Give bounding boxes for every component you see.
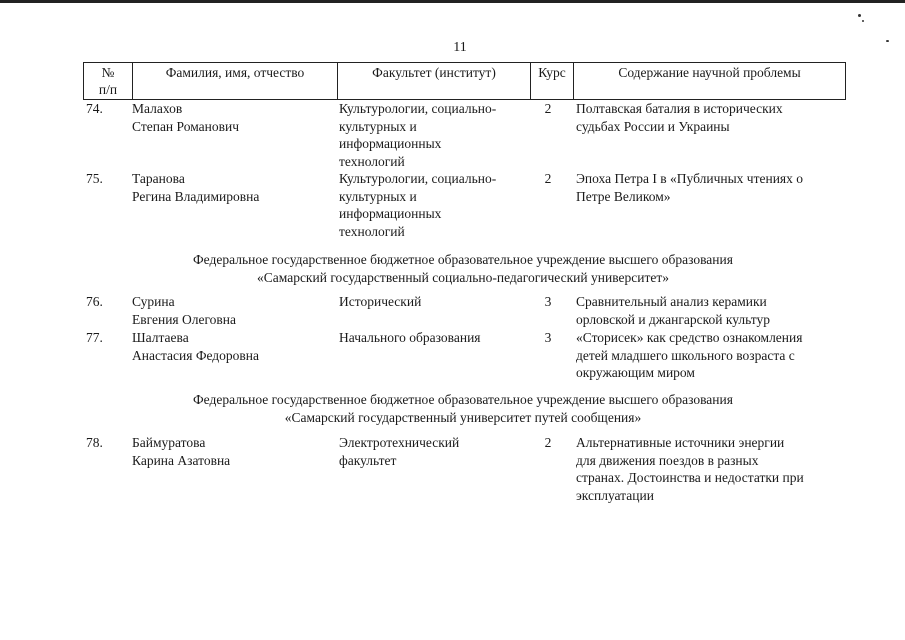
- entry-faculty: [339, 170, 529, 240]
- entry-course: 2: [544, 435, 552, 450]
- institution-heading: [83, 391, 843, 426]
- entry-topic-line: орловской и джангарской культур: [576, 311, 770, 327]
- entry-name-line: Малахов: [132, 101, 183, 116]
- entry-topic-line: Альтернативные источники энергии: [576, 435, 785, 450]
- entry-topic-line: Эпоха Петра I в «Публичных чтениях о: [576, 171, 804, 186]
- entry-topic: [576, 293, 843, 328]
- entry-name-line: Степан Романович: [132, 118, 240, 134]
- entry-number: 75.: [86, 171, 103, 186]
- entry-topic-line: для движения поездов в разных: [576, 452, 759, 468]
- entry-topic: [576, 170, 843, 205]
- entry-course: 2: [544, 171, 552, 186]
- entry-name-line: Баймуратова: [132, 435, 206, 450]
- header-faculty-cell: Факультет (институт): [338, 63, 531, 100]
- entry-name: [132, 434, 332, 469]
- header-number-line: п/п: [98, 82, 118, 97]
- header-number-cell: [84, 63, 133, 100]
- entry-topic: [576, 434, 843, 504]
- entry-topic-line: эксплуатации: [576, 487, 654, 503]
- entry-faculty-line: технологий: [339, 153, 405, 169]
- entry-number: 74.: [86, 101, 103, 116]
- entry-faculty-line: Культурологии, социально-: [339, 101, 497, 116]
- entry-topic-line: Петре Великом»: [576, 188, 671, 204]
- entry-number: 76.: [86, 294, 103, 309]
- table-header-row: [84, 63, 846, 100]
- entry-faculty: [339, 293, 529, 311]
- entry-topic-line: странах. Достоинства и недостатки при: [576, 470, 804, 485]
- entry-faculty-line: Электротехнический: [339, 435, 460, 450]
- table-header: [83, 62, 846, 100]
- page-number: 11: [453, 40, 467, 55]
- entry-name: [132, 170, 332, 205]
- entry-faculty-line: информационных: [339, 136, 442, 151]
- entry-name-line: Шалтаева: [132, 330, 189, 345]
- entry-topic-line: окружающим миром: [576, 365, 695, 380]
- entry-name: [132, 329, 332, 364]
- institution-heading: [83, 251, 843, 286]
- institution-heading-line: «Самарский государственный университет путей сообщения»: [284, 409, 642, 425]
- entry-topic-line: Сравнительный анализ керамики: [576, 294, 767, 309]
- entry-topic: [576, 100, 843, 135]
- entry-faculty-line: Культурологии, социально-: [339, 171, 497, 186]
- entry-course: 2: [544, 101, 552, 116]
- entry-topic-line: судьбах России и Украины: [576, 118, 730, 134]
- entry-faculty-line: Начального образования: [339, 330, 481, 345]
- entry-name: [132, 293, 332, 328]
- entry-name: [132, 100, 332, 135]
- entry-topic-line: «Сторисек» как средство ознакомления: [576, 330, 803, 345]
- entry-topic: [576, 329, 843, 382]
- entry-faculty-line: Исторический: [339, 294, 422, 309]
- entry-name-line: Карина Азатовна: [132, 452, 231, 468]
- institution-heading-line: Федеральное государственное бюджетное образовательное учреждение высшего образования: [193, 392, 733, 407]
- entry-faculty-line: информационных: [339, 206, 442, 221]
- entry-faculty-line: факультет: [339, 452, 397, 468]
- entry-faculty: [339, 100, 529, 170]
- header-name-cell: Фамилия, имя, отчество: [133, 63, 338, 100]
- entry-faculty-line: культурных и: [339, 118, 417, 134]
- entry-faculty: [339, 329, 529, 347]
- entry-name-line: Сурина: [132, 294, 175, 309]
- entry-name-line: Анастасия Федоровна: [132, 347, 260, 363]
- entry-faculty: [339, 434, 529, 469]
- page-top-border: [0, 0, 905, 3]
- entry-number: 77.: [86, 330, 103, 345]
- header-course-cell: Курс: [531, 63, 574, 100]
- institution-heading-line: Федеральное государственное бюджетное образовательное учреждение высшего образования: [193, 252, 733, 267]
- entry-course: 3: [544, 294, 552, 309]
- entry-number: 78.: [86, 435, 103, 450]
- entry-faculty-line: культурных и: [339, 188, 417, 204]
- entry-faculty-line: технологий: [339, 223, 405, 239]
- entry-name-line: Таранова: [132, 171, 185, 186]
- header-number-line: №: [101, 65, 115, 80]
- entry-topic-line: Полтавская баталия в исторических: [576, 101, 783, 116]
- entry-name-line: Регина Владимировна: [132, 188, 260, 204]
- entry-course: 3: [544, 330, 552, 345]
- header-topic-cell: Содержание научной проблемы: [574, 63, 846, 100]
- scan-speck: [886, 40, 889, 42]
- scan-speck: [858, 14, 861, 17]
- entry-name-line: Евгения Олеговна: [132, 311, 237, 327]
- entry-topic-line: детей младшего школьного возраста с: [576, 347, 795, 363]
- scan-speck: [862, 20, 864, 22]
- institution-heading-line: «Самарский государственный социально-педагогический университет»: [257, 269, 669, 285]
